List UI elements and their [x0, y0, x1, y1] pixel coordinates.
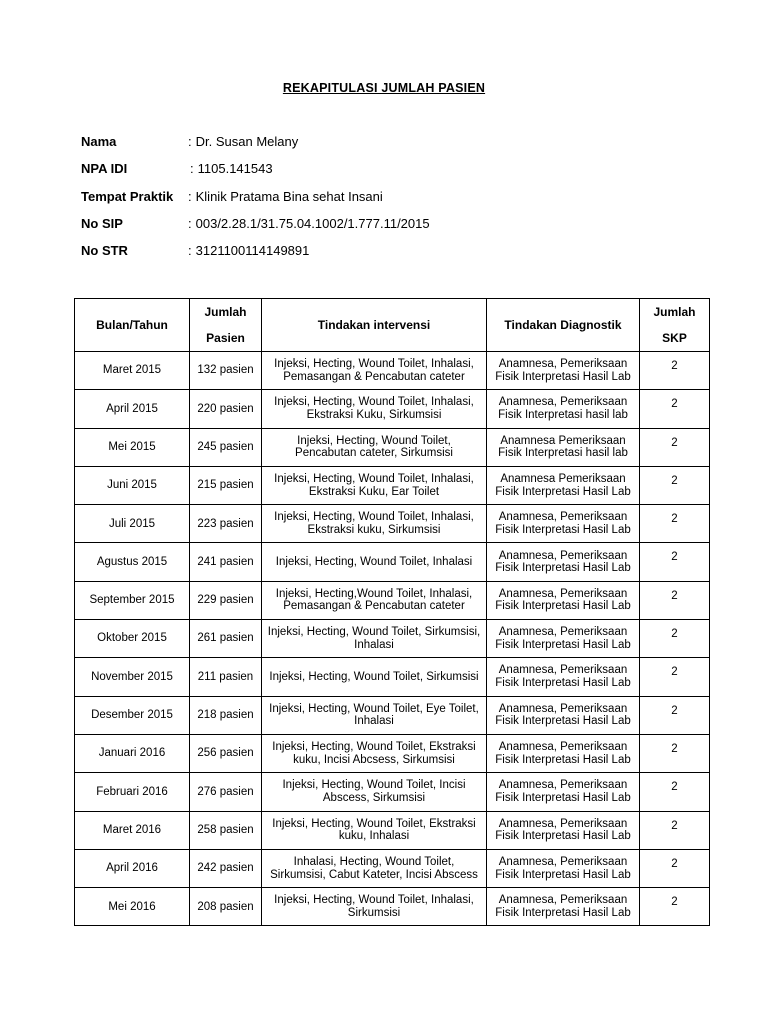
cell-month: Maret 2015 — [75, 352, 190, 390]
cell-month: November 2015 — [75, 658, 190, 696]
cell-intervention: Injeksi, Hecting, Wound Toilet, Sirkumsisi, Inhalasi — [262, 620, 487, 658]
table-row — [75, 849, 710, 887]
cell-patients: 261 pasien — [190, 620, 262, 658]
header-patients: Jumlah Pasien — [190, 299, 262, 352]
cell-skp: 2 — [640, 466, 710, 504]
info-label-no-sip: No SIP — [81, 215, 123, 231]
cell-patients: 276 pasien — [190, 773, 262, 811]
table-row — [75, 888, 710, 926]
cell-skp: 2 — [640, 390, 710, 428]
cell-skp: 2 — [640, 428, 710, 466]
info-value-no-sip — [188, 215, 430, 233]
cell-patients: 220 pasien — [190, 390, 262, 428]
cell-patients: 211 pasien — [190, 658, 262, 696]
info-separator: : — [190, 161, 194, 177]
cell-intervention: Injeksi, Hecting, Wound Toilet, Inhalasi, Ekstraksi Kuku, Sirkumsisi — [262, 390, 487, 428]
table-row — [75, 658, 710, 696]
cell-intervention: Inhalasi, Hecting, Wound Toilet, Sirkumsisi, Cabut Kateter, Incisi Abscess — [262, 849, 487, 887]
header-month: Bulan/Tahun — [75, 299, 190, 352]
cell-diagnostic: Anamnesa, Pemeriksaan Fisik Interpretasi Hasil Lab — [487, 811, 640, 849]
cell-intervention: Injeksi, Hecting, Wound Toilet, Ekstraksi kuku, Incisi Abcsess, Sirkumsisi — [262, 734, 487, 772]
info-label-tempat-praktik: Tempat Praktik — [81, 188, 174, 204]
info-text-name: Dr. Susan Melany — [195, 134, 299, 149]
cell-diagnostic: Anamnesa, Pemeriksaan Fisik Interpretasi Hasil Lab — [487, 352, 640, 390]
info-separator: : — [188, 188, 192, 204]
info-text-npa-idi: 1105.141543 — [197, 161, 273, 177]
cell-month: April 2015 — [75, 390, 190, 428]
cell-patients: 223 pasien — [190, 505, 262, 543]
cell-patients: 241 pasien — [190, 543, 262, 581]
cell-skp: 2 — [640, 811, 710, 849]
cell-month: Mei 2016 — [75, 888, 190, 926]
table-row — [75, 696, 710, 734]
info-label-npa-idi: NPA IDI — [81, 161, 128, 177]
cell-diagnostic: Anamnesa, Pemeriksaan Fisik Interpretasi Hasil Lab — [487, 505, 640, 543]
cell-month: Juli 2015 — [75, 505, 190, 543]
cell-diagnostic: Anamnesa, Pemeriksaan Fisik Interpretasi Hasil Lab — [487, 773, 640, 811]
cell-diagnostic: Anamnesa, Pemeriksaan Fisik Interpretasi Hasil Lab — [487, 543, 640, 581]
cell-patients: 215 pasien — [190, 466, 262, 504]
cell-skp: 2 — [640, 888, 710, 926]
cell-diagnostic: Anamnesa, Pemeriksaan Fisik Interpretasi Hasil Lab — [487, 696, 640, 734]
cell-intervention: Injeksi, Hecting, Wound Toilet, Inhalasi, Pemasangan & Pencabutan cateter — [262, 352, 487, 390]
cell-month: Juni 2015 — [75, 466, 190, 504]
cell-intervention: Injeksi, Hecting, Wound Toilet, Inhalasi, Ekstraksi kuku, Sirkumsisi — [262, 505, 487, 543]
cell-patients: 218 pasien — [190, 696, 262, 734]
header-skp: Jumlah SKP — [640, 299, 710, 352]
cell-month: September 2015 — [75, 581, 190, 619]
cell-diagnostic: Anamnesa Pemeriksaan Fisik Interpretasi Hasil Lab — [487, 466, 640, 504]
info-text-no-sip: 003/2.28.1/31.75.04.1002/1.777.11/2015 — [195, 215, 430, 231]
cell-month: Agustus 2015 — [75, 543, 190, 581]
cell-intervention: Injeksi, Hecting,Wound Toilet, Inhalasi, Pemasangan & Pencabutan cateter — [262, 581, 487, 619]
cell-intervention: Injeksi, Hecting, Wound Toilet, Incisi Abscess, Sirkumsisi — [262, 773, 487, 811]
document-title: REKAPITULASI JUMLAH PASIEN — [282, 81, 486, 95]
cell-skp: 2 — [640, 620, 710, 658]
cell-patients: 132 pasien — [190, 352, 262, 390]
cell-month: Oktober 2015 — [75, 620, 190, 658]
cell-diagnostic: Anamnesa, Pemeriksaan Fisik Interpretasi Hasil Lab — [487, 849, 640, 887]
cell-month: Februari 2016 — [75, 773, 190, 811]
cell-month: Maret 2016 — [75, 811, 190, 849]
cell-diagnostic: Anamnesa Pemeriksaan Fisik Interpretasi hasil lab — [487, 428, 640, 466]
cell-intervention: Injeksi, Hecting, Wound Toilet, Eye Toilet, Inhalasi — [262, 696, 487, 734]
info-text-no-str: 3121100114149891 — [195, 243, 310, 259]
cell-patients: 245 pasien — [190, 428, 262, 466]
table-row — [75, 734, 710, 772]
cell-patients: 229 pasien — [190, 581, 262, 619]
cell-month: Mei 2015 — [75, 428, 190, 466]
cell-intervention: Injeksi, Hecting, Wound Toilet, Inhalasi, Ekstraksi Kuku, Ear Toilet — [262, 466, 487, 504]
cell-patients: 258 pasien — [190, 811, 262, 849]
cell-skp: 2 — [640, 849, 710, 887]
info-value-no-str — [188, 242, 309, 260]
cell-skp: 2 — [640, 581, 710, 619]
cell-intervention: Injeksi, Hecting, Wound Toilet, Sirkumsisi — [262, 658, 487, 696]
cell-skp: 2 — [640, 696, 710, 734]
cell-skp: 2 — [640, 773, 710, 811]
cell-month: Desember 2015 — [75, 696, 190, 734]
cell-patients: 208 pasien — [190, 888, 262, 926]
cell-month: Januari 2016 — [75, 734, 190, 772]
table-row — [75, 352, 710, 390]
info-text-tempat-praktik: Klinik Pratama Bina sehat Insani — [195, 188, 383, 204]
patient-recap-table — [74, 298, 710, 926]
cell-skp: 2 — [640, 505, 710, 543]
cell-patients: 256 pasien — [190, 734, 262, 772]
table-row — [75, 811, 710, 849]
cell-skp: 2 — [640, 658, 710, 696]
cell-intervention: Injeksi, Hecting, Wound Toilet, Inhalasi, Sirkumsisi — [262, 888, 487, 926]
cell-diagnostic: Anamnesa, Pemeriksaan Fisik Interpretasi Hasil Lab — [487, 658, 640, 696]
table-row — [75, 505, 710, 543]
info-separator: : — [188, 215, 192, 231]
table-row — [75, 466, 710, 504]
info-separator: : — [188, 134, 192, 149]
table-row — [75, 428, 710, 466]
cell-skp: 2 — [640, 734, 710, 772]
info-value-name — [188, 133, 298, 151]
cell-intervention: Injeksi, Hecting, Wound Toilet, Ekstraksi kuku, Inhalasi — [262, 811, 487, 849]
header-diagnostic: Tindakan Diagnostik — [487, 299, 640, 352]
info-label-no-str: No STR — [81, 243, 128, 259]
cell-diagnostic: Anamnesa, Pemeriksaan Fisik Interpretasi Hasil Lab — [487, 581, 640, 619]
cell-diagnostic: Anamnesa, Pemeriksaan Fisik Interpretasi Hasil Lab — [487, 888, 640, 926]
table-row — [75, 581, 710, 619]
cell-skp: 2 — [640, 543, 710, 581]
cell-intervention: Injeksi, Hecting, Wound Toilet, Inhalasi — [262, 543, 487, 581]
table-row — [75, 390, 710, 428]
table-header-row — [75, 299, 710, 352]
cell-diagnostic: Anamnesa, Pemeriksaan Fisik Interpretasi hasil lab — [487, 390, 640, 428]
cell-intervention: Injeksi, Hecting, Wound Toilet, Pencabutan cateter, Sirkumsisi — [262, 428, 487, 466]
header-intervention: Tindakan intervensi — [262, 299, 487, 352]
info-value-tempat-praktik — [188, 188, 383, 206]
cell-diagnostic: Anamnesa, Pemeriksaan Fisik Interpretasi Hasil Lab — [487, 734, 640, 772]
info-label-name: Nama — [81, 134, 117, 149]
table-body — [75, 352, 710, 926]
cell-skp: 2 — [640, 352, 710, 390]
table-row — [75, 543, 710, 581]
info-value-npa-idi — [190, 160, 273, 178]
cell-month: April 2016 — [75, 849, 190, 887]
table-row — [75, 620, 710, 658]
info-separator: : — [188, 243, 192, 259]
cell-diagnostic: Anamnesa, Pemeriksaan Fisik Interpretasi Hasil Lab — [487, 620, 640, 658]
cell-patients: 242 pasien — [190, 849, 262, 887]
table-row — [75, 773, 710, 811]
